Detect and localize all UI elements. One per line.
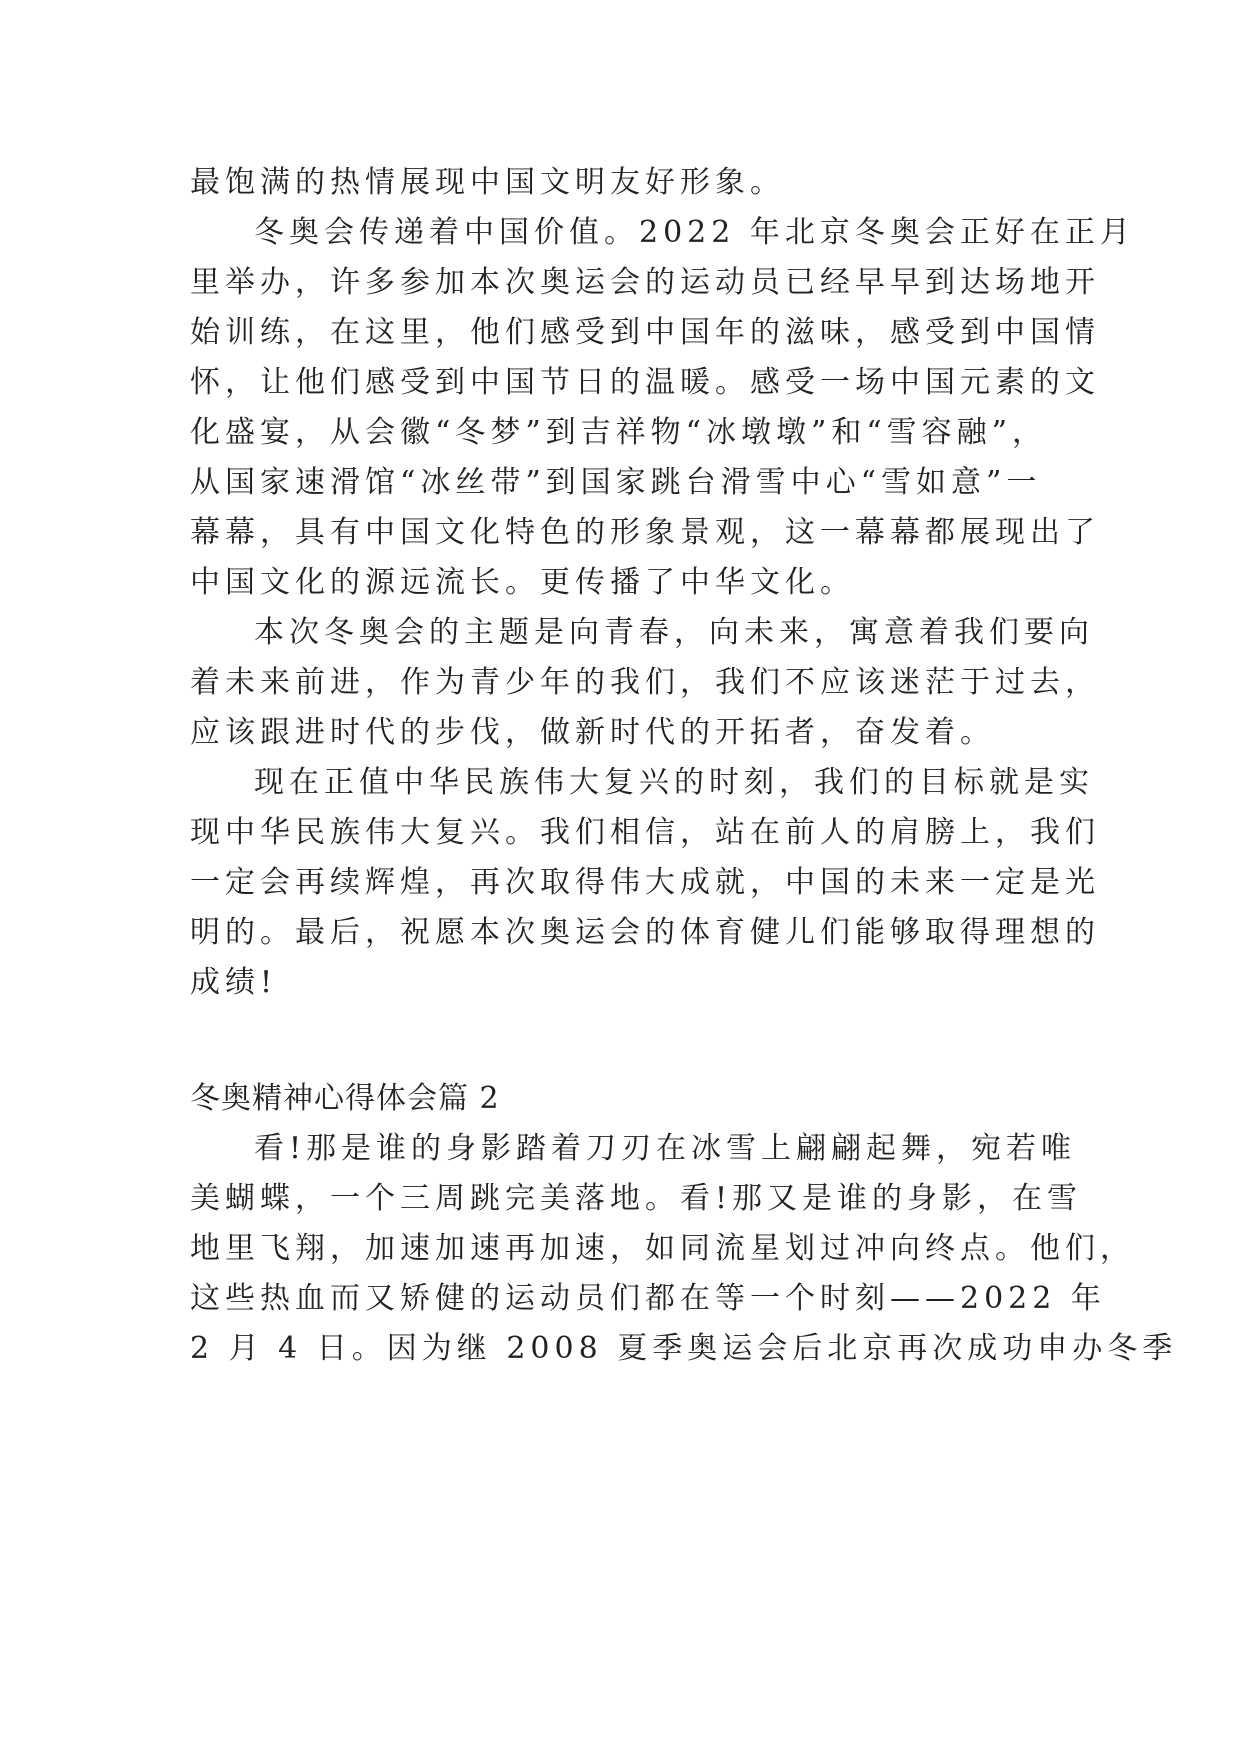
document-body (190, 158, 1178, 1374)
text-line: 这些热血而又矫健的运动员们都在等一个时刻——2022 年 (190, 1281, 1106, 1316)
text-line: 里举办，许多参加本次奥运会的运动员已经早早到达场地开 (190, 265, 1100, 300)
text-line: 2 月 4 日。因为继 2008 夏季奥运会后北京再次成功申办冬季 (190, 1331, 1178, 1366)
text-line: 一定会再续辉煌，再次取得伟大成就，中国的未来一定是光 (190, 865, 1100, 900)
text-line: 化盛宴，从会徽“冬梦”到吉祥物“冰墩墩”和“雪容融”， (190, 415, 1048, 450)
text-line: 着未来前进，作为青少年的我们，我们不应该迷茫于过去， (190, 665, 1100, 700)
section-heading: 冬奥精神心得体会篇 2 (190, 1081, 500, 1116)
text-line: 从国家速滑馆“冰丝带”到国家跳台滑雪中心“雪如意”一 (190, 465, 1042, 500)
paragraph-start-line: 冬奥会传递着中国价值。2022 年北京冬奥会正好在正月 (254, 215, 1135, 250)
text-line: 成绩! (190, 965, 278, 1000)
text-line: 地里飞翔，加速加速再加速，如同流星划过冲向终点。他们， (190, 1231, 1135, 1266)
text-line: 明的。最后，祝愿本次奥运会的体育健儿们能够取得理想的 (190, 915, 1100, 950)
text-line: 幕幕，具有中国文化特色的形象景观，这一幕幕都展现出了 (190, 515, 1100, 550)
paragraph-start-line: 看!那是谁的身影踏着刀刃在冰雪上翩翩起舞，宛若唯 (254, 1131, 1077, 1166)
text-line: 现中华民族伟大复兴。我们相信，站在前人的肩膀上，我们 (190, 815, 1100, 850)
text-line: 最饱满的热情展现中国文明友好形象。 (190, 165, 785, 200)
text-line: 始训练，在这里，他们感受到中国年的滋味，感受到中国情 (190, 315, 1100, 350)
paragraph-start-line: 现在正值中华民族伟大复兴的时刻，我们的目标就是实 (254, 765, 1094, 800)
text-line: 应该跟进时代的步伐，做新时代的开拓者，奋发着。 (190, 715, 995, 750)
text-line: 美蝴蝶，一个三周跳完美落地。看!那又是谁的身影，在雪 (190, 1181, 1083, 1216)
text-line: 中国文化的源远流长。更传播了中华文化。 (190, 565, 855, 600)
text-line: 怀，让他们感受到中国节日的温暖。感受一场中国元素的文 (190, 365, 1100, 400)
paragraph-start-line: 本次冬奥会的主题是向青春，向未来，寓意着我们要向 (254, 615, 1094, 650)
